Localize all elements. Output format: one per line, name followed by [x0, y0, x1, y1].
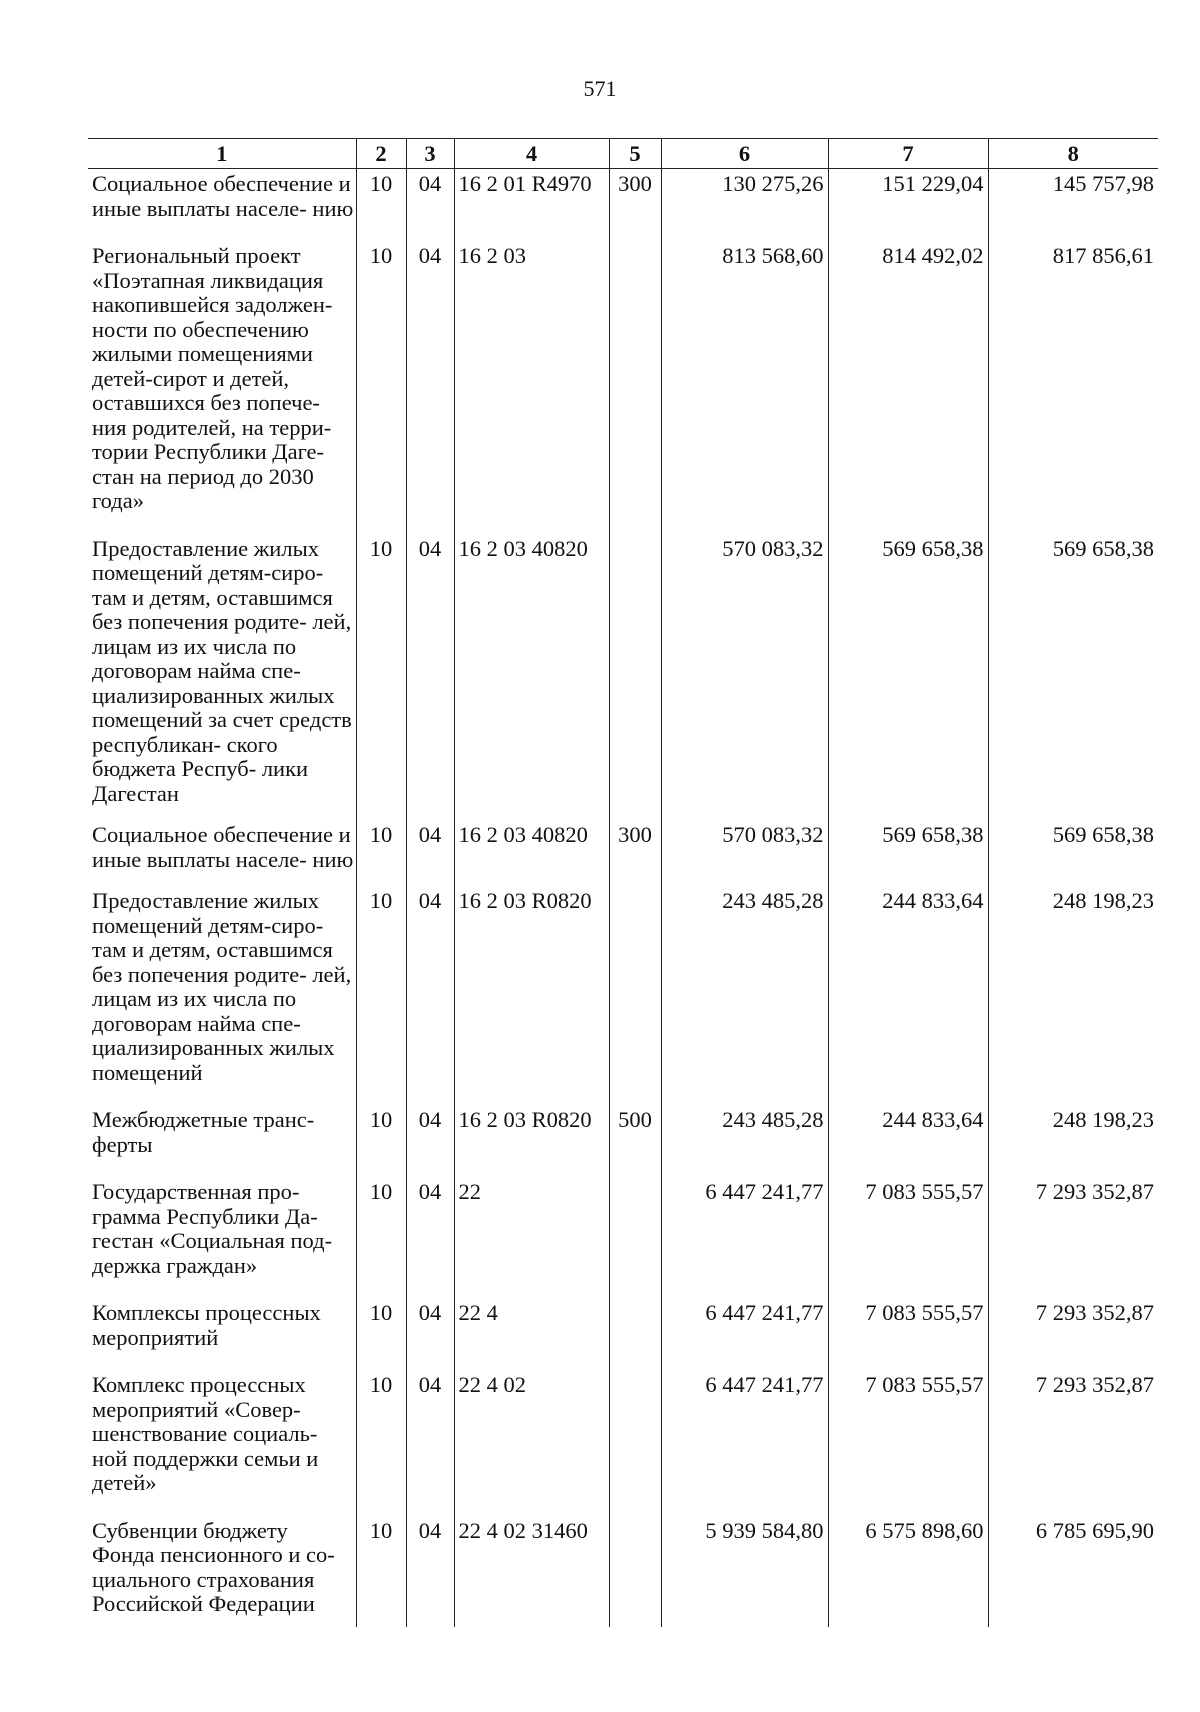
amount-col7: 569 658,38	[828, 534, 988, 821]
amount-col7: 6 575 898,60	[828, 1516, 988, 1627]
expense-type-code	[609, 1177, 661, 1298]
section-code: 10	[356, 1177, 406, 1298]
expense-type-code	[609, 886, 661, 1105]
section-code: 10	[356, 820, 406, 886]
table-row	[88, 534, 1158, 821]
subsection-code: 04	[406, 1298, 454, 1370]
row-name: Межбюджетные транс- ферты	[92, 1107, 315, 1157]
section-code: 10	[356, 886, 406, 1105]
amount-col7: 244 833,64	[828, 1105, 988, 1177]
table-row	[88, 1370, 1158, 1516]
subsection-code: 04	[406, 820, 454, 886]
amount-col6: 813 568,60	[661, 241, 828, 534]
column-header: 8	[988, 139, 1158, 169]
expense-type-code: 300	[609, 820, 661, 886]
table-row	[88, 241, 1158, 534]
subsection-code: 04	[406, 169, 454, 242]
row-name: Субвенции бюджету Фонда пенсионного и со- циального страхования Российской Федерации	[92, 1517, 335, 1616]
amount-col6: 243 485,28	[661, 1105, 828, 1177]
amount-col7: 7 083 555,57	[828, 1177, 988, 1298]
column-header: 1	[88, 139, 356, 169]
target-article-code: 16 2 03 R0820	[454, 886, 609, 1105]
amount-col7: 569 658,38	[828, 820, 988, 886]
amount-col8: 248 198,23	[988, 886, 1158, 1105]
section-code: 10	[356, 1298, 406, 1370]
section-code: 10	[356, 1516, 406, 1627]
subsection-code: 04	[406, 241, 454, 534]
section-code: 10	[356, 241, 406, 534]
amount-col6: 570 083,32	[661, 820, 828, 886]
subsection-code: 04	[406, 534, 454, 821]
amount-col6: 6 447 241,77	[661, 1177, 828, 1298]
amount-col8: 6 785 695,90	[988, 1516, 1158, 1627]
amount-col7: 151 229,04	[828, 169, 988, 242]
amount-col8: 7 293 352,87	[988, 1298, 1158, 1370]
target-article-code: 22 4	[454, 1298, 609, 1370]
section-code: 10	[356, 169, 406, 242]
column-header: 7	[828, 139, 988, 169]
amount-col7: 7 083 555,57	[828, 1298, 988, 1370]
amount-col6: 6 447 241,77	[661, 1298, 828, 1370]
column-header: 4	[454, 139, 609, 169]
page-number: 571	[583, 76, 617, 101]
expense-type-code: 500	[609, 1105, 661, 1177]
amount-col6: 130 275,26	[661, 169, 828, 242]
amount-col6: 5 939 584,80	[661, 1516, 828, 1627]
table-row	[88, 820, 1158, 886]
target-article-code: 16 2 01 R4970	[454, 169, 609, 242]
amount-col6: 570 083,32	[661, 534, 828, 821]
row-name: Государственная про- грамма Республики Да- гестан «Социальная под- держка граждан»	[92, 1179, 333, 1278]
table-header-row	[88, 139, 1158, 169]
row-name: Социальное обеспечение и иные выплаты населе- нию	[92, 171, 354, 221]
amount-col8: 248 198,23	[988, 1105, 1158, 1177]
table-row	[88, 1516, 1158, 1627]
expense-type-code	[609, 1370, 661, 1516]
amount-col8: 569 658,38	[988, 534, 1158, 821]
subsection-code: 04	[406, 1105, 454, 1177]
amount-col8: 569 658,38	[988, 820, 1158, 886]
target-article-code: 22 4 02 31460	[454, 1516, 609, 1627]
section-code: 10	[356, 1370, 406, 1516]
amount-col7: 7 083 555,57	[828, 1370, 988, 1516]
row-name: Комплексы процессных мероприятий	[92, 1300, 321, 1350]
subsection-code: 04	[406, 886, 454, 1105]
column-header: 6	[661, 139, 828, 169]
column-header: 2	[356, 139, 406, 169]
amount-col8: 7 293 352,87	[988, 1177, 1158, 1298]
target-article-code: 22 4 02	[454, 1370, 609, 1516]
row-name: Социальное обеспечение и иные выплаты населе- нию	[92, 822, 354, 872]
row-name: Комплекс процессных мероприятий «Совер- шенствование социаль- ной поддержки семьи и детей»	[92, 1372, 319, 1495]
amount-col6: 243 485,28	[661, 886, 828, 1105]
expense-type-code	[609, 241, 661, 534]
table-row	[88, 886, 1158, 1105]
table-row	[88, 1105, 1158, 1177]
amount-col8: 145 757,98	[988, 169, 1158, 242]
table-row	[88, 1298, 1158, 1370]
table-row	[88, 169, 1158, 242]
expense-type-code	[609, 1298, 661, 1370]
column-header: 3	[406, 139, 454, 169]
column-header: 5	[609, 139, 661, 169]
section-code: 10	[356, 1105, 406, 1177]
amount-col7: 814 492,02	[828, 241, 988, 534]
budget-table	[88, 138, 1158, 1627]
subsection-code: 04	[406, 1177, 454, 1298]
expense-type-code	[609, 1516, 661, 1627]
target-article-code: 16 2 03 R0820	[454, 1105, 609, 1177]
amount-col8: 817 856,61	[988, 241, 1158, 534]
amount-col6: 6 447 241,77	[661, 1370, 828, 1516]
expense-type-code: 300	[609, 169, 661, 242]
target-article-code: 16 2 03	[454, 241, 609, 534]
target-article-code: 16 2 03 40820	[454, 820, 609, 886]
amount-col7: 244 833,64	[828, 886, 988, 1105]
expense-type-code	[609, 534, 661, 821]
amount-col8: 7 293 352,87	[988, 1370, 1158, 1516]
row-name: Предоставление жилых помещений детям-сиро- там и детям, оставшимся без попечения родите- лей, лицам из их числа по договорам найма спе- циализированных жилых помещений	[92, 888, 352, 1085]
target-article-code: 22	[454, 1177, 609, 1298]
table-row	[88, 1177, 1158, 1298]
section-code: 10	[356, 534, 406, 821]
target-article-code: 16 2 03 40820	[454, 534, 609, 821]
subsection-code: 04	[406, 1516, 454, 1627]
row-name: Региональный проект «Поэтапная ликвидация накопившейся задолжен- ности по обеспечению жилыми помещениями детей-сирот и детей, оставшихся без попече- ния родителей, на терри- тории Республики Даге- стан на период до 2030 года»	[92, 243, 333, 513]
row-name: Предоставление жилых помещений детям-сиро- там и детям, оставшимся без попечения родите- лей, лицам из их числа по договорам найма спе- циализированных жилых помещений за счет средств республикан- ского бюджета Респуб- лики Дагестан	[92, 535, 352, 806]
subsection-code: 04	[406, 1370, 454, 1516]
